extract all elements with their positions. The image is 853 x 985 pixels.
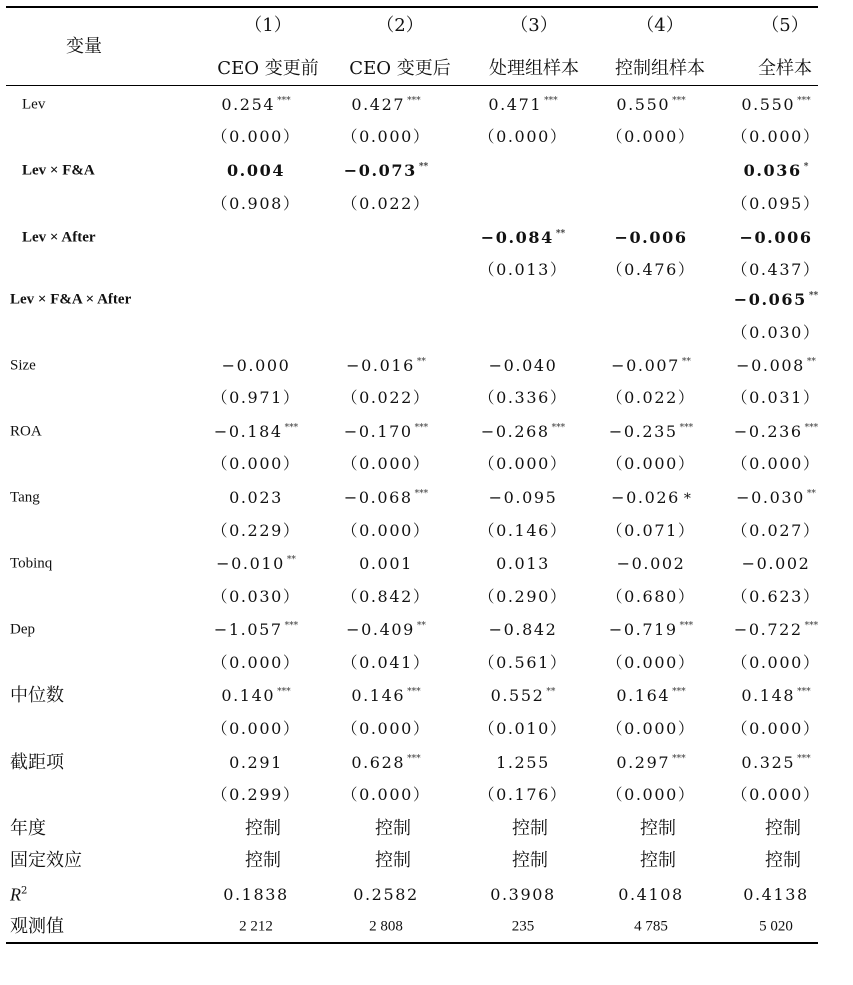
significance-stars: *	[803, 162, 809, 172]
footer-value: 5 020	[759, 918, 793, 935]
p-value-cell: （0.971）	[211, 388, 301, 407]
p-value-cell: （0.000）	[211, 719, 301, 738]
r-squared-exponent: 2	[21, 885, 28, 897]
coefficient-value: −0.010	[216, 554, 285, 573]
coefficient-cell	[229, 755, 283, 771]
coefficient-cell	[491, 688, 556, 704]
significance-stars: ***	[672, 687, 686, 697]
row-label: Lev × After	[22, 229, 96, 246]
p-value-cell: （0.000）	[731, 127, 821, 146]
footer-value: 0.1838	[223, 885, 289, 904]
row-label: Tang	[10, 489, 40, 506]
row-label: Size	[10, 357, 36, 374]
p-value-cell: （0.022）	[606, 388, 696, 407]
coefficient-value: −0.000	[221, 356, 291, 375]
row-label: Lev × F&A	[22, 162, 95, 179]
coefficient-value: 1.255	[496, 753, 550, 772]
col-2-name: CEO 变更后	[349, 58, 451, 79]
coefficient-cell	[351, 97, 420, 113]
significance-stars: ***	[544, 96, 558, 106]
p-value-cell: （0.030）	[731, 323, 821, 342]
coefficient-value: −0.002	[741, 554, 811, 573]
footer-value: 控制	[640, 850, 676, 871]
significance-stars: ***	[277, 96, 291, 106]
coefficient-cell	[736, 490, 816, 506]
coefficient-value: 0.036	[743, 161, 802, 180]
row-label: Lev × F&A × After	[10, 291, 132, 308]
row-label: Dep	[10, 621, 35, 638]
col-5-name: 全样本	[758, 58, 812, 79]
significance-stars: **	[681, 357, 691, 367]
coefficient-value: −0.184	[213, 422, 283, 441]
coefficient-value: 0.004	[226, 161, 286, 180]
col-1-number: （1）	[244, 15, 292, 36]
bottom-rule	[6, 942, 818, 944]
significance-stars: **	[806, 357, 816, 367]
p-value-cell: （0.000）	[731, 719, 821, 738]
coefficient-value: −0.084	[480, 228, 554, 247]
coefficient-value: 0.325	[741, 753, 796, 772]
variable-header: 变量	[66, 36, 102, 57]
row-label: Tobinq	[10, 555, 53, 572]
col-4-name: 控制组样本	[615, 58, 705, 79]
coefficient-cell	[741, 755, 810, 771]
coefficient-value: −0.007	[611, 356, 680, 375]
significance-stars: ***	[679, 621, 694, 631]
coefficient-value: −0.030	[736, 488, 805, 507]
p-value-cell: （0.000）	[341, 454, 431, 473]
coefficient-value: −0.016	[346, 356, 415, 375]
footer-value: 控制	[512, 850, 548, 871]
p-value-cell: （0.908）	[211, 194, 301, 213]
coefficient-cell	[221, 688, 290, 704]
p-value-cell: （0.290）	[478, 587, 568, 606]
p-value-cell: （0.476）	[606, 260, 696, 279]
col-4-number: （4）	[636, 15, 684, 36]
significance-stars: ***	[284, 423, 299, 433]
coefficient-cell	[489, 622, 558, 638]
p-value-cell: （0.000）	[731, 785, 821, 804]
p-value-cell: （0.842）	[341, 587, 431, 606]
footer-value: 235	[511, 918, 535, 935]
coefficient-value: 0.140	[221, 686, 276, 705]
coefficient-cell	[611, 490, 691, 506]
p-value-cell: （0.000）	[478, 454, 568, 473]
p-value-cell: （0.071）	[606, 521, 696, 540]
p-value-cell: （0.000）	[211, 127, 301, 146]
p-value-cell: （0.336）	[478, 388, 568, 407]
col-2-number: （2）	[376, 15, 424, 36]
coefficient-cell	[609, 622, 693, 638]
coefficient-cell	[216, 556, 296, 572]
significance-stars: **	[416, 357, 426, 367]
coefficient-cell	[344, 163, 429, 179]
significance-stars: ***	[679, 423, 694, 433]
coefficient-value: −0.008	[736, 356, 805, 375]
coefficient-value: −1.057	[213, 620, 283, 639]
significance-stars: ***	[672, 754, 686, 764]
coefficient-value: 0.254	[221, 95, 276, 114]
coefficient-value: 0.146	[351, 686, 406, 705]
footer-label	[10, 886, 27, 905]
coefficient-cell	[739, 230, 812, 246]
coefficient-value: 0.550	[741, 95, 796, 114]
header-rule	[6, 85, 818, 86]
coefficient-value: −0.006	[614, 228, 688, 247]
significance-stars: **	[806, 489, 816, 499]
coefficient-value: 0.291	[229, 753, 283, 772]
p-value-cell: （0.027）	[731, 521, 821, 540]
p-value-cell: （0.000）	[606, 653, 696, 672]
significance-stars: ***	[414, 423, 429, 433]
significance-stars: ***	[551, 423, 566, 433]
p-value-cell: （0.176）	[478, 785, 568, 804]
footer-value: 2 212	[239, 918, 273, 935]
significance-stars: ***	[277, 687, 291, 697]
footer-value: 控制	[765, 850, 801, 871]
significance-stars: **	[546, 687, 556, 697]
coefficient-cell	[496, 556, 550, 572]
p-value-cell: （0.031）	[731, 388, 821, 407]
coefficient-cell	[346, 358, 426, 374]
coefficient-cell	[734, 292, 819, 308]
footer-value: 控制	[375, 850, 411, 871]
coefficient-value: 0.427	[351, 95, 406, 114]
coefficient-cell	[481, 230, 566, 246]
row-label: ROA	[10, 423, 42, 440]
coefficient-value: −0.040	[488, 356, 558, 375]
footer-value: 2 808	[369, 918, 403, 935]
p-value-cell: （0.041）	[341, 653, 431, 672]
coefficient-cell	[489, 490, 558, 506]
coefficient-cell	[214, 622, 298, 638]
coefficient-value: −0.170	[343, 422, 413, 441]
p-value-cell: （0.000）	[341, 521, 431, 540]
coefficient-cell	[496, 755, 550, 771]
p-value-cell: （0.000）	[606, 454, 696, 473]
p-value-cell: （0.000）	[341, 719, 431, 738]
coefficient-cell	[344, 424, 428, 440]
footer-value: 控制	[375, 818, 411, 839]
p-value-cell: （0.437）	[731, 260, 821, 279]
coefficient-value: −0.235	[608, 422, 678, 441]
coefficient-cell	[488, 97, 557, 113]
coefficient-value: −0.236	[733, 422, 803, 441]
col-1-name: CEO 变更前	[217, 58, 319, 79]
coefficient-value: 0.628	[351, 753, 406, 772]
footer-value: 0.2582	[353, 885, 419, 904]
coefficient-cell	[741, 97, 810, 113]
significance-stars: ***	[407, 754, 421, 764]
footer-value: 0.4138	[743, 885, 809, 904]
p-value-cell: （0.000）	[606, 127, 696, 146]
p-value-cell: （0.030）	[211, 587, 301, 606]
significance-stars: ***	[407, 96, 421, 106]
coefficient-cell	[611, 358, 691, 374]
p-value-cell: （0.146）	[478, 521, 568, 540]
coefficient-cell	[734, 622, 818, 638]
coefficient-value: 0.552	[490, 686, 545, 705]
p-value-cell: （0.680）	[606, 587, 696, 606]
coefficient-cell	[734, 424, 818, 440]
coefficient-cell	[481, 424, 565, 440]
p-value-cell: （0.000）	[478, 127, 568, 146]
significance-stars: ***	[797, 96, 811, 106]
p-value-cell: （0.000）	[731, 653, 821, 672]
p-value-cell: （0.000）	[731, 454, 821, 473]
coefficient-value: 0.148	[741, 686, 796, 705]
significance-stars: ***	[797, 687, 811, 697]
coefficient-cell	[616, 688, 685, 704]
p-value-cell: （0.000）	[606, 785, 696, 804]
coefficient-cell	[359, 556, 413, 572]
coefficient-value: −0.268	[480, 422, 550, 441]
footer-value: 控制	[765, 818, 801, 839]
top-rule	[6, 6, 818, 8]
row-label: 截距项	[10, 752, 64, 773]
coefficient-value: −0.006	[739, 228, 813, 247]
coefficient-cell	[214, 424, 298, 440]
r-squared-symbol: R	[10, 884, 21, 905]
coefficient-cell	[346, 622, 426, 638]
col-3-number: （3）	[510, 15, 558, 36]
footer-value: 控制	[245, 818, 281, 839]
p-value-cell: （0.000）	[341, 127, 431, 146]
coefficient-cell	[741, 688, 810, 704]
coefficient-value: −0.026	[611, 488, 680, 507]
coefficient-value: 0.550	[616, 95, 671, 114]
coefficient-value: −0.722	[733, 620, 803, 639]
coefficient-cell	[616, 755, 685, 771]
footer-value: 控制	[245, 850, 281, 871]
col-3-name: 处理组样本	[489, 58, 579, 79]
coefficient-value: 0.013	[496, 554, 550, 573]
coefficient-cell	[229, 490, 283, 506]
p-value-cell: （0.022）	[341, 388, 431, 407]
footer-value: 0.3908	[490, 885, 556, 904]
coefficient-cell	[344, 490, 428, 506]
coefficient-value: −0.002	[616, 554, 686, 573]
coefficient-cell	[617, 556, 686, 572]
significance-stars: ***	[414, 489, 429, 499]
coefficient-value: 0.297	[616, 753, 671, 772]
footer-label: 固定效应	[10, 850, 82, 871]
p-value-cell: （0.000）	[211, 454, 301, 473]
col-5-number: （5）	[761, 15, 809, 36]
significance-stars: ***	[804, 423, 819, 433]
coefficient-value: −0.409	[346, 620, 415, 639]
significance-stars: **	[555, 229, 566, 239]
significance-stars: **	[808, 291, 819, 301]
p-value-cell: （0.623）	[731, 587, 821, 606]
footer-value: 控制	[512, 818, 548, 839]
coefficient-cell	[609, 424, 693, 440]
p-value-cell: （0.000）	[211, 653, 301, 672]
p-value-cell: （0.000）	[606, 719, 696, 738]
coefficient-value: −0.073	[343, 161, 417, 180]
significance-stars: ***	[284, 621, 299, 631]
coefficient-value: 0.471	[488, 95, 543, 114]
row-label: 中位数	[10, 685, 64, 706]
p-value-cell: （0.000）	[341, 785, 431, 804]
coefficient-value: 0.164	[616, 686, 671, 705]
significance-stars: ***	[797, 754, 811, 764]
p-value-cell: （0.022）	[341, 194, 431, 213]
coefficient-value: 0.023	[229, 488, 283, 507]
coefficient-cell	[736, 358, 816, 374]
coefficient-cell	[221, 97, 290, 113]
p-value-cell: （0.095）	[731, 194, 821, 213]
coefficient-cell	[742, 556, 811, 572]
footer-value: 4 785	[634, 918, 668, 935]
coefficient-cell	[227, 163, 285, 179]
coefficient-value: −0.068	[343, 488, 413, 507]
significance-stars: ***	[672, 96, 686, 106]
coefficient-value: −0.095	[488, 488, 558, 507]
significance-stars: ***	[804, 621, 819, 631]
p-value-cell: （0.299）	[211, 785, 301, 804]
row-label: Lev	[22, 96, 46, 113]
significance-stars: ***	[407, 687, 421, 697]
coefficient-cell	[351, 755, 420, 771]
p-value-cell: （0.013）	[478, 260, 568, 279]
coefficient-value: −0.065	[733, 290, 807, 309]
footer-label: 观测值	[10, 916, 64, 937]
significance-stars: *	[683, 491, 691, 507]
p-value-cell: （0.561）	[478, 653, 568, 672]
footer-value: 0.4108	[618, 885, 684, 904]
coefficient-value: 0.001	[359, 554, 413, 573]
coefficient-cell	[616, 97, 685, 113]
coefficient-value: −0.842	[488, 620, 558, 639]
p-value-cell: （0.229）	[211, 521, 301, 540]
footer-value: 控制	[640, 818, 676, 839]
significance-stars: **	[418, 162, 429, 172]
footer-label: 年度	[10, 818, 46, 839]
coefficient-cell	[351, 688, 420, 704]
significance-stars: **	[416, 621, 426, 631]
coefficient-cell	[489, 358, 558, 374]
coefficient-cell	[744, 163, 809, 179]
coefficient-value: −0.719	[608, 620, 678, 639]
coefficient-cell	[614, 230, 687, 246]
coefficient-cell	[222, 358, 291, 374]
p-value-cell: （0.010）	[478, 719, 568, 738]
significance-stars: **	[286, 555, 296, 565]
